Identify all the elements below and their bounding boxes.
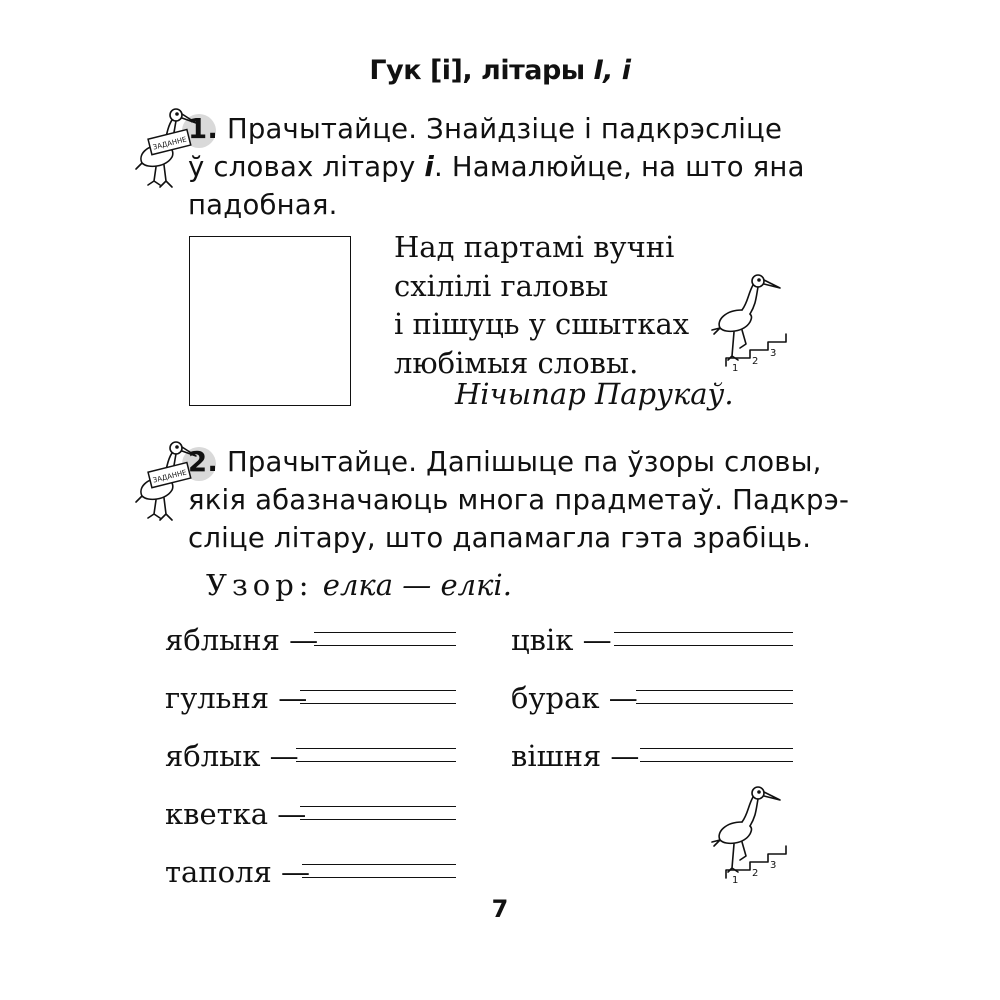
answer-line[interactable]	[302, 864, 456, 878]
answer-line[interactable]	[314, 632, 456, 646]
task2-line3: сліце літару, што дапамагла гэта зрабіць.	[188, 522, 812, 554]
stairs-number: 1	[732, 875, 739, 886]
task1-text	[188, 110, 805, 224]
task1-line1: Прачытайце. Знайдзіце і падкрэсліце	[226, 113, 783, 145]
task1-number: 1.	[188, 113, 218, 145]
stairs-number: 3	[770, 348, 777, 359]
title-main: Гук [і], літары	[369, 55, 594, 86]
answer-line[interactable]	[296, 748, 456, 762]
word-prompt: таполя —	[165, 855, 311, 889]
task1-letter: і	[424, 151, 435, 183]
stairs-number: 3	[770, 860, 777, 871]
task2-line2: якія абазначаюць многа прадметаў. Падкрэ-	[188, 484, 850, 516]
poem	[394, 228, 689, 382]
answer-line[interactable]	[636, 690, 793, 704]
word-prompt: цвік —	[511, 623, 612, 657]
answer-line[interactable]	[614, 632, 793, 646]
task-sign-label: ЗАДАННЕ	[152, 135, 188, 152]
page-title	[0, 55, 1000, 86]
pattern-label: Узор:	[206, 568, 314, 602]
word-prompt: гульня —	[165, 681, 308, 715]
poem-line: і пішуць у сшытках	[394, 307, 690, 341]
stork-stairs-icon	[706, 268, 796, 374]
answer-line[interactable]	[300, 690, 456, 704]
title-letters: І, і	[593, 55, 631, 86]
stork-stairs-icon	[706, 780, 796, 886]
task1-line2-a: ў словах літару	[188, 151, 425, 183]
answer-line[interactable]	[300, 806, 456, 820]
page-number: 7	[491, 895, 509, 923]
poem-line: схілілі галовы	[394, 268, 609, 303]
stairs-number: 2	[752, 868, 759, 879]
task2-text	[188, 443, 849, 557]
task1-line3: падобная.	[188, 189, 338, 221]
word-prompt: яблыня —	[165, 623, 319, 657]
poem-line: любімыя словы.	[394, 345, 639, 380]
stairs-number: 2	[752, 356, 759, 367]
poem-line: Над партамі вучні	[394, 230, 675, 264]
pattern-text: елка — елкі.	[322, 568, 512, 602]
stairs-number: 1	[732, 363, 739, 374]
task2-line1: Прачытайце. Дапішыце па ўзоры словы,	[226, 446, 822, 478]
drawing-box[interactable]	[189, 236, 351, 406]
task1-line2-b: . Намалюйце, на што яна	[434, 151, 805, 183]
answer-line[interactable]	[640, 748, 793, 762]
word-prompt: бурак —	[511, 681, 638, 715]
task-sign-label: ЗАДАННЕ	[152, 468, 188, 485]
task2-number: 2.	[188, 446, 218, 478]
word-prompt: вішня —	[511, 739, 640, 773]
word-prompt: яблык —	[165, 739, 299, 773]
word-prompt: кветка —	[165, 797, 307, 831]
poem-author: Нічыпар Парукаў.	[455, 377, 734, 411]
pattern-example	[206, 568, 512, 602]
